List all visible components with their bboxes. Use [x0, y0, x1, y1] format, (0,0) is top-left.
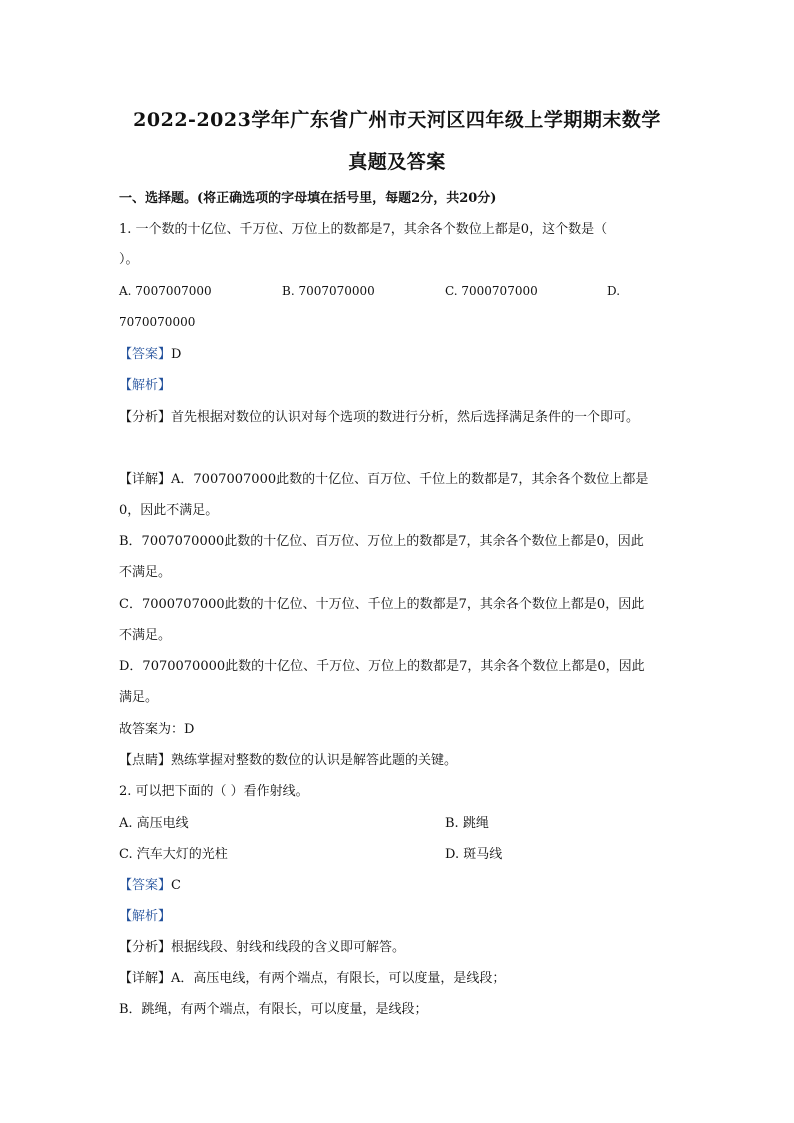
answer-tag: 【答案】 — [119, 347, 172, 362]
q2-fenxi — [119, 936, 405, 955]
q2-detail-a — [119, 967, 505, 986]
q2-option-a: A. 高压电线 — [119, 816, 189, 831]
doc-title-line1: 2022-2023学年广东省广州市天河区四年级上学期期末数学 — [133, 109, 661, 131]
q1-fenxi — [119, 406, 639, 425]
q2-detail-b: B．跳绳，有两个端点，有限长，可以度量，是线段； — [119, 1002, 428, 1017]
q1-conclusion: 故答案为：D — [119, 722, 195, 737]
q1-detail-a-line1 — [119, 468, 648, 487]
q2-analysis-tag: 【解析】 — [119, 909, 172, 924]
q1-detail-b-line2: 不满足。 — [119, 565, 172, 580]
q1-option-c: C. 7000707000 — [445, 284, 538, 298]
q1-option-b: B. 7007070000 — [282, 284, 375, 298]
q1-detail-c-line1: C．7000707000此数的十亿位、十万位、千位上的数都是7，其余各个数位上都是0，因此 — [119, 597, 645, 612]
q1-option-d-value: 7070070000 — [119, 315, 196, 329]
answer-tag: 【答案】 — [119, 878, 172, 893]
q1-detail-b-line1: B．7007070000此数的十亿位、百万位、万位上的数都是7，其余各个数位上都是0，因此 — [119, 534, 644, 549]
q1-option-a: A. 7007007000 — [119, 284, 212, 298]
dianjing-tag: 【点睛】 — [119, 753, 172, 768]
section-heading: 一、选择题。(将正确选项的字母填在括号里，每题2分，共20分) — [119, 191, 497, 206]
q1-answer — [119, 343, 181, 362]
doc-title-line2: 真题及答案 — [348, 151, 446, 173]
q1-detail-d-line1: D．7070070000此数的十亿位、千万位、万位上的数都是7，其余各个数位上都是0，因此 — [119, 659, 645, 674]
detail-tag: 【详解】 — [119, 971, 172, 986]
answer-value: D — [171, 347, 182, 362]
q1-detail-c-line2: 不满足。 — [119, 628, 172, 643]
q1-detail-d-line2: 满足。 — [119, 690, 159, 705]
q1-stem-line1: 1. 一个数的十亿位、千万位、万位上的数都是7，其余各个数位上都是0，这个数是（ — [119, 222, 608, 237]
q2-answer — [119, 874, 181, 893]
q1-analysis-tag: 【解析】 — [119, 378, 172, 393]
q2-option-c: C. 汽车大灯的光柱 — [119, 847, 228, 862]
q1-option-d: D. — [607, 284, 621, 298]
fenxi-text: 根据线段、射线和线段的含义即可解答。 — [171, 940, 406, 955]
detail-a-text: A．高压电线，有两个端点，有限长，可以度量，是线段； — [171, 971, 506, 986]
fenxi-tag: 【分析】 — [119, 410, 172, 425]
detail-a-text: A．7007007000此数的十亿位、百万位、千位上的数都是7，其余各个数位上都是 — [171, 472, 649, 487]
q2-option-b: B. 跳绳 — [445, 816, 489, 831]
q1-detail-a-line2: 0，因此不满足。 — [119, 503, 219, 518]
q2-stem: 2. 可以把下面的（ ）看作射线。 — [119, 784, 309, 799]
fenxi-text: 首先根据对数位的认识对每个选项的数进行分析，然后选择满足条件的一个即可。 — [171, 410, 640, 425]
detail-tag: 【详解】 — [119, 472, 172, 487]
fenxi-tag: 【分析】 — [119, 940, 172, 955]
q2-option-d: D. 斑马线 — [445, 847, 503, 862]
q1-stem-line2: ）。 — [119, 252, 139, 267]
answer-value: C — [171, 878, 181, 893]
q1-dianjing — [119, 749, 457, 768]
dianjing-text: 熟练掌握对整数的数位的认识是解答此题的关键。 — [171, 753, 458, 768]
